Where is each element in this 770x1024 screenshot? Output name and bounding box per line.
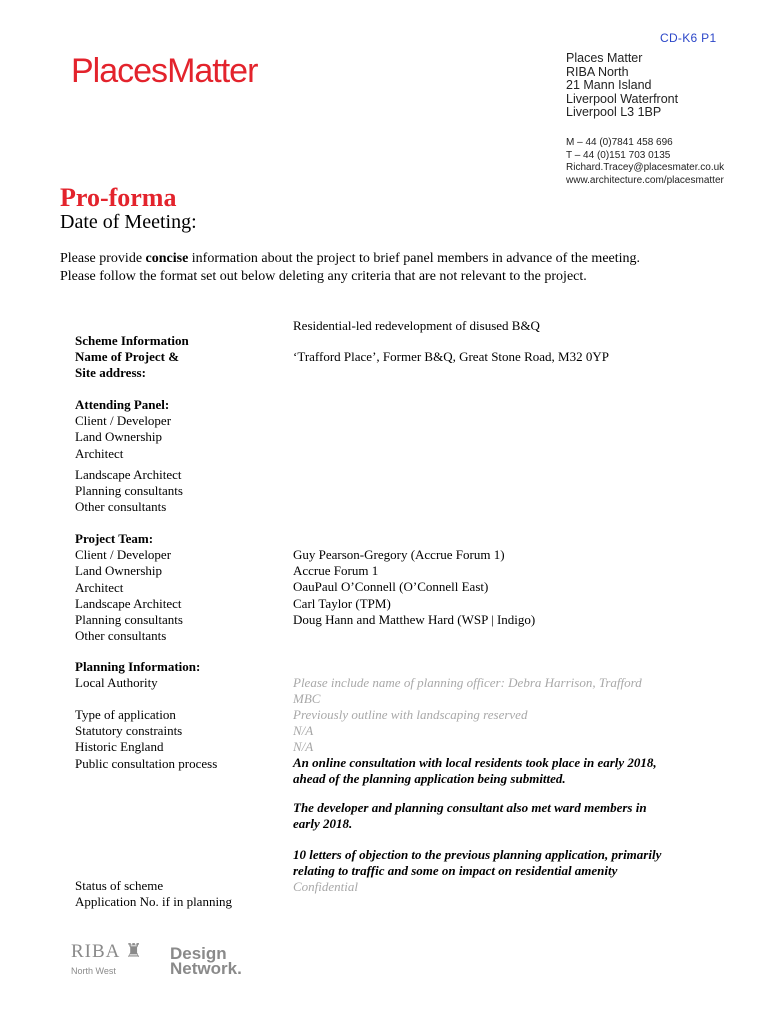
attending-panel-section-2 — [75, 467, 183, 516]
team-label: Land Ownership — [75, 563, 163, 579]
logo-part2: Matter — [167, 52, 258, 90]
attending-heading: Attending Panel: — [75, 397, 170, 412]
design-network-logo — [170, 946, 242, 976]
project-team-values — [293, 547, 535, 628]
team-value: Carl Taylor (TPM) — [293, 595, 391, 611]
consultation-line: The developer and planning consultant also met ward members in — [293, 800, 647, 815]
site-address-label: Site address: — [75, 365, 146, 381]
intro-pre: Please provide — [60, 251, 146, 266]
intro-bold: concise — [145, 251, 189, 266]
document-code: CD-K6 P1 — [660, 31, 717, 45]
attending-panel-section — [75, 397, 171, 462]
scheme-info-heading — [75, 333, 189, 382]
scheme-heading: Scheme Information — [75, 333, 189, 348]
status-value: Confidential — [293, 879, 358, 894]
riba-north-west-label: North West — [71, 966, 116, 976]
team-value: Accrue Forum 1 — [293, 563, 379, 579]
attending-item: Client / Developer — [75, 413, 172, 429]
historic-label: Historic England — [75, 739, 164, 755]
contact-mobile: M – 44 (0)7841 458 696 — [566, 137, 673, 148]
type-label: Type of application — [75, 707, 176, 722]
team-label: Planning consultants — [75, 612, 183, 628]
statutory-value: N/A — [293, 723, 314, 739]
address-line: RIBA North — [566, 64, 629, 79]
local-authority-label: Local Authority — [75, 675, 158, 691]
attending-item: Landscape Architect — [75, 467, 182, 482]
project-team-heading: Project Team: — [75, 531, 154, 546]
planning-labels — [75, 707, 217, 772]
consultation-line: relating to traffic and some on impact on residential amenity — [293, 863, 618, 879]
team-label: Other consultants — [75, 628, 167, 644]
statutory-label: Statutory constraints — [75, 723, 183, 739]
planning-values-gray — [293, 707, 527, 756]
consultation-value-3 — [293, 847, 661, 879]
design-network-line2: Network. — [170, 959, 242, 978]
local-authority-value — [293, 675, 642, 707]
attending-item: Planning consultants — [75, 483, 183, 499]
scheme-description: Residential-led redevelopment of disused B&Q — [293, 318, 540, 333]
team-value: OauPaul O’Connell (O’Connell East) — [293, 579, 489, 595]
consultation-line: early 2018. — [293, 816, 353, 832]
attending-item: Other consultants — [75, 499, 167, 515]
riba-text: RIBA — [71, 941, 120, 962]
team-label: Client / Developer — [75, 547, 172, 563]
contact-telephone: T – 44 (0)151 703 0135 — [566, 149, 671, 161]
intro-post: information about the project to brief panel members in advance of the meeting. Please follow the format set out below deleting any criteria that are not relevant to the project. — [60, 251, 641, 284]
riba-logo — [71, 940, 143, 963]
contact-block — [566, 137, 724, 187]
address-line: Places Matter — [566, 51, 643, 65]
historic-value: N/A — [293, 739, 314, 755]
address-line: Liverpool L3 1BP — [566, 105, 662, 120]
local-authority-line: Please include name of planning officer: Debra Harrison, Trafford — [293, 675, 642, 690]
project-name-label: Name of Project & — [75, 349, 180, 365]
type-value: Previously outline with landscaping reserved — [293, 707, 528, 722]
team-value: Guy Pearson-Gregory (Accrue Forum 1) — [293, 547, 505, 562]
consultation-line: ahead of the planning application being submitted. — [293, 771, 566, 787]
planning-heading: Planning Information: — [75, 659, 201, 674]
team-label: Architect — [75, 579, 124, 595]
logo-part1: Places — [71, 52, 168, 90]
date-of-meeting-label: Date of Meeting: — [60, 211, 197, 233]
application-number-label: Application No. if in planning — [75, 894, 233, 910]
page-title: Pro-forma — [60, 183, 177, 212]
status-label: Status of scheme — [75, 878, 164, 893]
consultation-line: 10 letters of objection to the previous planning application, primarily — [293, 847, 662, 862]
project-team-labels — [75, 531, 183, 644]
contact-email[interactable]: Richard.Tracey@placesmater.co.uk — [566, 162, 725, 174]
project-name-value: ‘Trafford Place’, Former B&Q, Great Stone Road, M32 0YP — [293, 349, 609, 364]
team-label: Landscape Architect — [75, 595, 182, 611]
local-authority-line: MBC — [293, 691, 321, 707]
contact-website[interactable]: www.architecture.com/placesmatter — [566, 174, 724, 186]
places-matter-logo — [71, 52, 257, 91]
attending-item: Land Ownership — [75, 429, 163, 445]
address-line: 21 Mann Island — [566, 78, 652, 93]
address-block — [566, 52, 678, 120]
status-labels — [75, 878, 232, 910]
riba-lion-icon: ♜ — [125, 941, 144, 962]
consultation-line: An online consultation with local residents took place in early 2018, — [293, 755, 657, 770]
team-value: Doug Hann and Matthew Hard (WSP | Indigo) — [293, 611, 536, 627]
consultation-label: Public consultation process — [75, 755, 218, 771]
intro-paragraph — [60, 250, 670, 286]
consultation-value-1 — [293, 755, 657, 787]
consultation-value-2 — [293, 800, 647, 832]
address-line: Liverpool Waterfront — [566, 91, 679, 106]
planning-labels-top — [75, 659, 200, 691]
attending-item: Architect — [75, 445, 124, 461]
design-network-line1: Design — [170, 944, 227, 963]
